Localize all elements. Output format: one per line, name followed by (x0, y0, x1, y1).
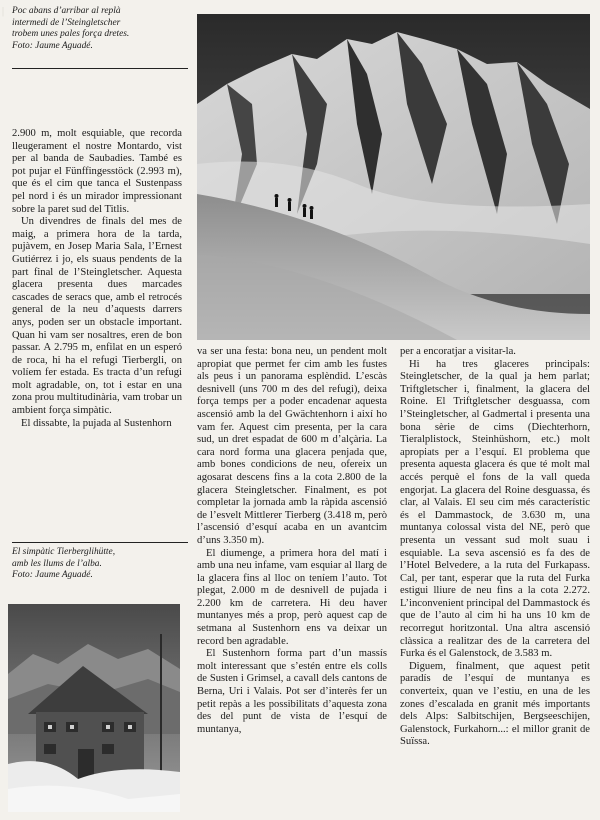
caption-rule-bottom (12, 542, 188, 543)
caption-line: amb les llums de l’alba. (12, 558, 102, 569)
paragraph: Diguem, finalment, que aquest petit paradís de l’esquí de muntanya es converteix, quan ve l’estiu, en una de les zones d’escalada en granit més importants dels Alps: Salbitschijen, Bergseeschijen, Galenstock, Furkahorn...: el millor granit de Suïssa. (400, 660, 590, 748)
caption-line: intermedi de l’Steingletscher (12, 17, 121, 28)
paragraph: El dissabte, la pujada al Sustenhorn (21, 417, 172, 429)
mountain-photo (197, 14, 590, 340)
article-column-right (400, 346, 590, 749)
paragraph: El Sustenhorn forma part d’un massís molt interessant que s’estén entre els colls de Susten i Grimsel, a cavall dels cantons de Berna, Uri i Valais. Pot ser d’interès fer un petit repàs a les possibilitats d’aquesta zona des del punt de vista de l’esquí de muntanya, (197, 648, 387, 735)
paragraph: Hi ha tres glaceres principals: Steingletscher, de la qual ja hem parlat; Triftgletscher i, finalment, la glacera del Roine. El Triftgletscher desguassa, com l’Steingletscher, al Gadmertal i presenta una bona sèrie de cims (Diechterhorn, Tieralplistock, Steinhüshorn, etc.) molt apropiats per a l’esquí. El problema que presenta aquesta glacera és que té molt mal accés perquè el fons de la vall queda engorjat. La glacera del Roine desguassa, és clar, al Valais. El seu cim més característic és el Dammastock, de 3.630 m, una muntanya colossal vista del NE, però que presenta un vessant sud molt suau i esquiable. La seva ascensió es fa des de l’Hotel Belvedere, a la ruta del Furkapass. Cal, per tant, esperar que la ruta del Furka estigui lliure de neu fins a la cota 2.272. L’inconvenient principal del Dammastock és que de l’auto al cim hi ha uns 10 km de recorregut horitzontal. Una altra ascensió clàssica a realitzar des de la carretera del Furka és el Galenstock, de 3.583 m. (400, 358, 590, 660)
caption-line: Poc abans d’arribar al replà (12, 6, 121, 16)
caption-line: Foto: Jaume Aguadé. (12, 570, 93, 581)
paragraph: 2.900 m, molt esquiable, que recorda lleugerament el nostre Montardo, vist per al banda de Saubadies. També es pot pujar el Fünffingesstöck (2.993 m), que és el cim que tanca el Sustenpass pel nord i és un mirador impressionant sobre la paret sud del Titlis. (12, 128, 182, 215)
caption-line: trobem unes pales força dretes. (12, 29, 130, 40)
article-column-middle (197, 346, 387, 736)
photo-caption-bottom (12, 547, 190, 582)
hut-photo (8, 604, 180, 812)
paragraph: per a encoratjar a visitar-la. (400, 346, 516, 357)
caption-rule-top (12, 68, 188, 69)
margin-bleed-left: | (2, 6, 5, 17)
caption-line: El simpàtic Tierberglihütte, (12, 547, 116, 557)
paragraph: Un divendres de finals del mes de maig, a primera hora de la tarda, pujàvem, en Josep Maria Sala, l’Ernest Gutiérrez i jo, els suaus pendents de la part final de l’Steingletscher. Aquesta glacera presenta dues marcades cascades de seracs que, amb el retrocés general de la neu d’aquests darrers anys, poden ser un obstacle important. Quan hi vam ser nosaltres, eren de bon passar. A 2.795 m, enfilat en un esperó de roca, hi ha el refugi Tierbergli, on volíem fer estada. Es tracta d’un refugi molt agradable, on, tot i estar en una zona prou multitudinària, vam trobar un ambient força simpàtic. (12, 216, 182, 417)
paragraph: va ser una festa: bona neu, un pendent molt apropiat que permet fer cim amb les fustes als peus i un panorama esplèndid. L’escàs desnivell (uns 700 m des del refugi), deixa força temps per a poder encadenar aquesta ascensió amb la del Gwächtenhorn i així ho vam fer. Aquest cim presenta, per la cara sud, un dret espadat de 600 m d’alçària. La cara nord forma una glacera penjada que, amb bones condicions de neu, ofereix un agosarat descens fins a la cota 2.800 de la glacera Steingletscher. Finalment, es pot completar la jornada amb la ràpida ascensió de l’esvelt Mittlerer Tierberg (3.418 m, però l’ascensió d’esquí acaba en un avantcim d’uns 3.350 m). (197, 346, 387, 546)
paragraph: El diumenge, a primera hora del matí i amb una neu infame, vam esquiar al llarg de la glacera fins al lloc on teníem l’auto. Tot plegat, 2.000 m de desnivell de pujada i 2.200 km de carretera. Hi deu haver muntanyes més a prop, però aquest cap de setmana al Sustenhorn ens va deixar un record ben agradable. (197, 547, 387, 647)
caption-line: Foto: Jaume Aguadé. (12, 40, 93, 51)
photo-caption-top (12, 6, 190, 52)
article-column-left (12, 128, 182, 430)
